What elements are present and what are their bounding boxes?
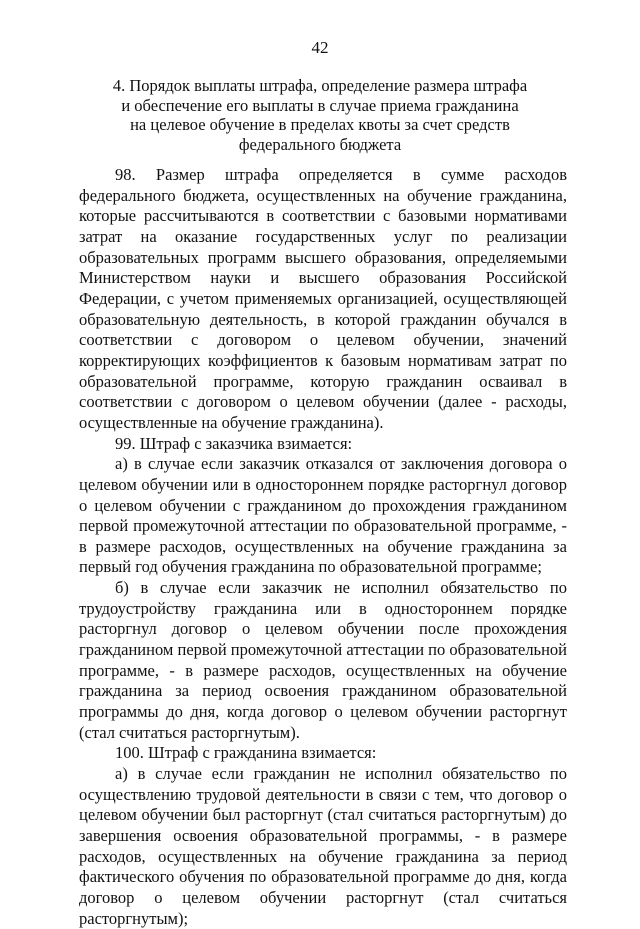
paragraph-99-b: б) в случае если заказчик не исполнил обязательство по трудоустройству гражданина или в одностороннем порядке расторгнул договор о целевом обучении после прохождения гражданином первой промежуточной аттестации по образовательной программе, - в размере расходов, осуществленных на обучение гражданина за период освоения гражданином образовательной программы до дня, когда договор о целевом обучении расторгнут (стал считаться расторгнутым). <box>79 578 567 742</box>
section-heading <box>60 76 580 154</box>
paragraph-100: 100. Штраф с гражданина взимается: <box>115 743 377 763</box>
paragraph-99-a: а) в случае если заказчик отказался от заключения договора о целевом обучении или в одностороннем порядке расторгнул договор о целевом обучении с гражданином до прохождения гражданином первой промежуточной аттестации по образовательной программе, - в размере расходов, осуществленных на обучение гражданина за первый год обучения гражданина по образовательной программе; <box>79 454 567 577</box>
section-heading-line: 4. Порядок выплаты штрафа, определение размера штрафа <box>112 76 528 95</box>
section-heading-line: федерального бюджета <box>238 134 402 154</box>
section-heading-line: на целевое обучение в пределах квоты за счет средств <box>130 115 510 135</box>
section-heading-line: и обеспечение его выплаты в случае приема гражданина <box>121 95 519 115</box>
paragraph-99: 99. Штраф с заказчика взимается: <box>115 433 353 453</box>
paragraph-98: 98. Размер штрафа определяется в сумме расходов федерального бюджета, осуществленных на обучение гражданина, которые рассчитываются в соответствии с базовыми нормативами затрат на оказание государственных услуг по реализации образовательных программ высшего образования, определяемыми Министерством науки и высшего образования Российской Федерации, с учетом применяемых организацией, осуществляющей образовательную деятельность, в которой гражданин обучался в соответствии с договором о целевом обучении, значений корректирующих коэффициентов к базовым нормативам затрат по образовательной программе, которую гражданин осваивал в соответствии с договором о целевом обучении (далее - расходы, осуществленные на обучение гражданина). <box>79 165 567 432</box>
document-body <box>79 165 567 929</box>
page-number: 42 <box>311 38 329 57</box>
paragraph-100-a: а) в случае если гражданин не исполнил обязательство по осуществлению трудовой деятельности в связи с тем, что договор о целевом обучении был расторгнут (стал считаться расторгнутым) до завершения освоения образовательной программы, - в размере расходов, осуществленных на обучение гражданина за период фактического обучения по образовательной программе до дня, когда договор о целевом обучении расторгнут (стал считаться расторгнутым); <box>79 764 567 928</box>
